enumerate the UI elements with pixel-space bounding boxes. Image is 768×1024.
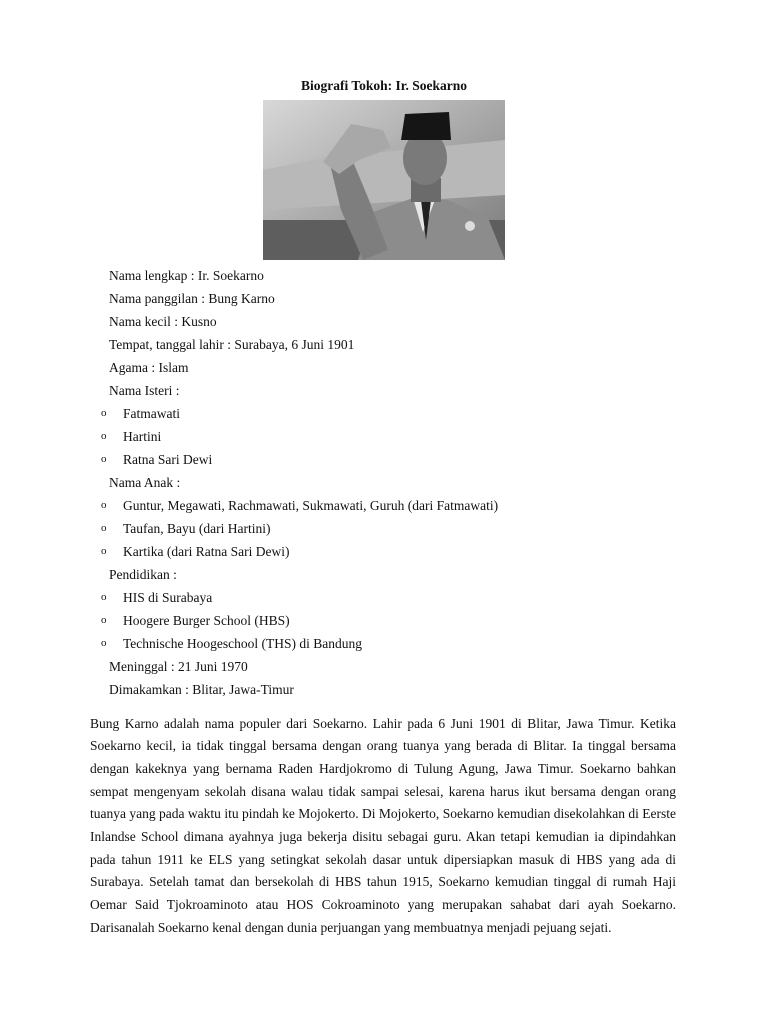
fact-full-name: Nama lengkap : Ir. Soekarno [109, 268, 264, 283]
fact-religion: Agama : Islam [109, 360, 189, 375]
bullet-marker: o [101, 637, 107, 649]
portrait-photo [263, 100, 505, 260]
biodata-list [0, 264, 768, 701]
biography-paragraph: Bung Karno adalah nama populer dari Soekarno. Lahir pada 6 Juni 1901 di Blitar, Jawa Timur. Ketika Soekarno kecil, ia tidak tinggal bersama dengan orang tuanya yang berada di Blitar. Ia tinggal bersama dengan kakeknya yang bernama Raden Hardjokromo di Tulung Agung, Jawa Timur. Soekarno bahkan sempat mengenyam sekolah disana walau tidak sampai selesai, karena harus ikut bersama dengan orang tuanya yang pada waktu itu pindah ke Mojokerto. Di Mojokerto, Soekarno kemudian disekolahkan di Eerste Inlandse School dimana ayahnya juga bekerja disitu sebagai guru. Akan tetapi kemudian ia dipindahkan pada tahun 1911 ke ELS yang setingkat sekolah dasar untuk dipersiapkan masuk di HBS yang ada di Surabaya. Setelah tamat dan bersekolah di HBS tahun 1915, Soekarno kemudian tinggal di rumah Haji Oemar Said Tjokroaminoto atau HOS Cokroaminoto yang merupakan sahabat dari ayah Soekarno. Darisanalah Soekarno kenal dengan dunia perjuangan yang membuatnya menjadi pejuang sejati. [90, 715, 676, 935]
list-item-education: o Hoogere Burger School (HBS) [0, 609, 768, 632]
bullet-marker: o [101, 453, 107, 465]
bullet-marker: o [101, 430, 107, 442]
list-item-child: o Kartika (dari Ratna Sari Dewi) [0, 540, 768, 563]
list-item-child: o Guntur, Megawati, Rachmawati, Sukmawati, Guruh (dari Fatmawati) [0, 494, 768, 517]
bullet-marker: o [101, 522, 107, 534]
fact-education-label: Pendidikan : [109, 567, 177, 582]
bullet-marker: o [101, 407, 107, 419]
list-item-wife: o Ratna Sari Dewi [0, 448, 768, 471]
fact-birth: Tempat, tanggal lahir : Surabaya, 6 Juni 1901 [109, 337, 355, 352]
fact-wives-label: Nama Isteri : [109, 383, 180, 398]
list-item-wife: o Hartini [0, 425, 768, 448]
fact-childhood-name: Nama kecil : Kusno [109, 314, 217, 329]
bullet-marker: o [101, 591, 107, 603]
list-item-education: o Technische Hoogeschool (THS) di Bandung [0, 632, 768, 655]
bullet-marker: o [101, 499, 107, 511]
fact-burial: Dimakamkan : Blitar, Jawa-Timur [109, 682, 294, 697]
bullet-marker: o [101, 614, 107, 626]
portrait-illustration [263, 100, 505, 260]
page-title: Biografi Tokoh: Ir. Soekarno [300, 78, 468, 93]
list-item-education: o HIS di Surabaya [0, 586, 768, 609]
bullet-marker: o [101, 545, 107, 557]
list-item-child: o Taufan, Bayu (dari Hartini) [0, 517, 768, 540]
list-item-wife: o Fatmawati [0, 402, 768, 425]
fact-children-label: Nama Anak : [109, 475, 181, 490]
fact-death: Meninggal : 21 Juni 1970 [109, 659, 248, 674]
fact-nickname: Nama panggilan : Bung Karno [109, 291, 275, 306]
